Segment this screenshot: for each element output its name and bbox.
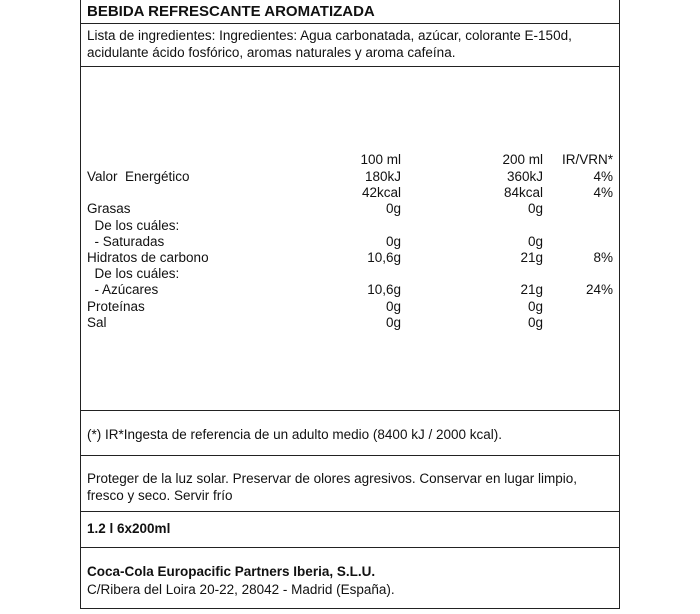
value-200ml: 0g bbox=[527, 314, 543, 330]
value-200ml: 84kcal bbox=[503, 185, 543, 201]
value-200ml: 0g bbox=[527, 233, 543, 249]
company-address: C/Ribera del Loira 20-22, 28042 - Madrid (España). bbox=[87, 582, 395, 597]
value-200ml: 0g bbox=[527, 298, 543, 314]
quantity: 1.2 l 6x200ml bbox=[87, 521, 171, 536]
ingredients-text: Lista de ingredientes: Ingredientes: Agua carbonatada, azúcar, colorante E-150d, bbox=[87, 28, 572, 43]
header-ir: IR/VRN* bbox=[561, 152, 613, 167]
nutrient-label: - Azúcares bbox=[87, 282, 159, 298]
divider bbox=[81, 455, 619, 456]
storage-text: fresco y seco. Servir frío bbox=[87, 488, 233, 503]
nutrient-label: Valor Energético bbox=[87, 169, 190, 184]
product-label bbox=[80, 0, 620, 609]
nutrient-label: Sal bbox=[87, 314, 107, 330]
value-ir: 8% bbox=[593, 250, 613, 265]
value-200ml: 0g bbox=[527, 201, 543, 217]
value-100ml: 0g bbox=[385, 201, 401, 217]
divider bbox=[81, 23, 619, 24]
value-100ml: 10,6g bbox=[367, 250, 401, 265]
nutrient-label: Grasas bbox=[87, 201, 131, 217]
divider bbox=[81, 547, 619, 548]
divider bbox=[81, 511, 619, 512]
value-100ml: 10,6g bbox=[367, 282, 401, 298]
divider bbox=[81, 410, 619, 411]
value-100ml: 0g bbox=[385, 233, 401, 249]
nutrient-label: - Saturadas bbox=[87, 233, 165, 249]
nutrient-label: Hidratos de carbono bbox=[87, 250, 209, 265]
nutrient-label: De los cuáles: bbox=[87, 217, 180, 233]
value-ir: 24% bbox=[585, 282, 613, 298]
value-200ml: 360kJ bbox=[506, 169, 543, 184]
value-100ml: 42kcal bbox=[361, 185, 401, 201]
product-title: BEBIDA REFRESCANTE AROMATIZADA bbox=[87, 3, 375, 20]
company-name: Coca-Cola Europacific Partners Iberia, S.L.U. bbox=[87, 564, 376, 579]
value-100ml: 180kJ bbox=[364, 169, 401, 184]
value-ir: 4% bbox=[593, 169, 613, 184]
value-200ml: 21g bbox=[520, 250, 543, 265]
nutrient-label: Proteínas bbox=[87, 298, 145, 314]
ingredients-text: acidulante ácido fosfórico, aromas naturales y aroma cafeína. bbox=[87, 45, 456, 60]
nutrient-label: De los cuáles: bbox=[87, 266, 180, 282]
footnote: (*) IR*Ingesta de referencia de un adulto medio (8400 kJ / 2000 kcal). bbox=[87, 427, 502, 442]
divider bbox=[81, 66, 619, 67]
storage-text: Proteger de la luz solar. Preservar de olores agresivos. Conservar en lugar limpio, bbox=[87, 471, 577, 486]
value-ir: 4% bbox=[593, 185, 613, 201]
value-200ml: 21g bbox=[520, 282, 543, 298]
header-200ml: 200 ml bbox=[502, 152, 543, 167]
header-100ml: 100 ml bbox=[360, 152, 401, 167]
value-100ml: 0g bbox=[385, 298, 401, 314]
value-100ml: 0g bbox=[385, 314, 401, 330]
